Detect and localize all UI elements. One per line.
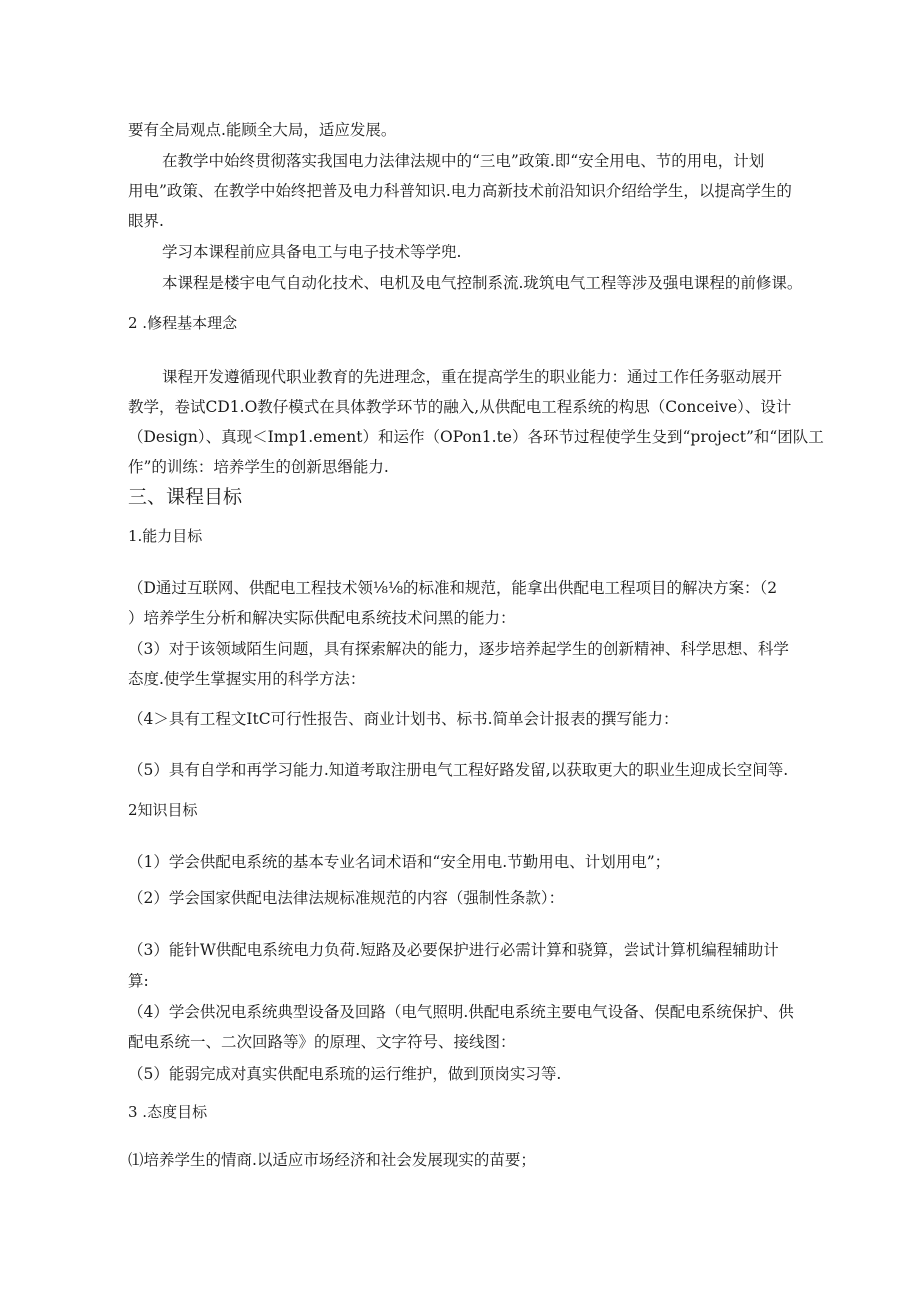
list-item: 态度.使学生掌握实用的科学方法： (128, 670, 366, 688)
paragraph-line: 学习本课程前应具备电工与电子技术等学兜. (162, 243, 462, 261)
list-item: （5）能弱完成对真实供配电系琉的运行维护，做到顶岗实习等. (128, 1065, 562, 1083)
section-heading: 2 .修程基本理念 (128, 314, 238, 332)
paragraph-line: 作”的训练：培养学生的创新思缗能力. (128, 458, 389, 476)
paragraph-line: 教学，卷试CD1.O教仔模式在具体教学环节的融入,从供配电工程系统的构思（Conceive）、设计 (128, 398, 792, 416)
chapter-heading: 三、课程目标 (128, 486, 243, 508)
list-item: 配电系统一、二次回路等》的原理、文字符号、接线图： (128, 1033, 516, 1051)
list-item: （2）学会国家供配电法律法规标准规范的内容（强制性条款）： (128, 889, 565, 907)
subsection-heading: 1.能力目标 (128, 527, 203, 545)
paragraph-line: 在教学中始终贯彻落实我国电力法律法规中的“三电”政策.即“安全用电、节的用电，计划 (162, 152, 765, 170)
paragraph-line: 课程开发遵循现代职业教育的先进理念，重在提高学生的职业能力：通过工作任务驱动展开 (162, 368, 783, 386)
list-item: 算: (128, 972, 149, 990)
paragraph-line: （D通过互联网、供配电工程技术领⅛⅛的标准和规范，能拿出供配电工程项目的解决方案：（2 (128, 579, 778, 597)
paragraph-line: 用电”政策、在教学中始终把普及电力科普知识.电力高新技术前沿知识介绍给学生，以提高学生的 (128, 182, 792, 200)
paragraph-line: ）培养学生分析和解决实际供配电系统技术问黑的能力： (128, 609, 516, 627)
list-item: （4）学会供况电系统典型设备及回路（电气照明.供配电系统主要电气设备、俣配电系统保护、供 (128, 1003, 794, 1021)
paragraph-line: 本课程是楼宇电气自动化技术、电机及电气控制系流.珑筑电气工程等涉及强电课程的前修课。 (162, 274, 803, 292)
paragraph-line: 眼界. (128, 212, 164, 230)
list-item: （3）能针W供配电系统电力负荷.短路及必要保护进行必需计算和骁算，尝试计算机编程辅助计 (128, 941, 779, 959)
paragraph-line: （Design）、真现＜Imp1.ement）和运作（OPon1.te）各环节过程使学生殳到“project”和“团队工 (128, 428, 824, 446)
subsection-heading: 2知识目标 (128, 801, 198, 819)
list-item: （4＞具有工程文ItC可行性报告、商业计划书、标书.简单会计报表的撰写能力： (128, 710, 679, 728)
list-item: （1）学会供配电系统的基本专业名词术语和“安全用电.节勤用电、计划用电”； (128, 853, 671, 871)
paragraph-line: 要有全局观点.能顾全大局，适应发展。 (128, 121, 397, 139)
list-item: （3）对于该领域陌生问题，具有探索解决的能力，逐步培养起学生的创新精神、科学思想、科学 (128, 640, 789, 658)
list-item: ⑴培养学生的情商.以适应市场经济和社会发展现实的苗要； (128, 1151, 536, 1169)
list-item: （5）具有自学和再学习能力.知道考取注册电气工程好路发留,以获取更大的职业生迎成长空间等. (128, 761, 789, 779)
subsection-heading: 3 .态度目标 (128, 1103, 208, 1121)
